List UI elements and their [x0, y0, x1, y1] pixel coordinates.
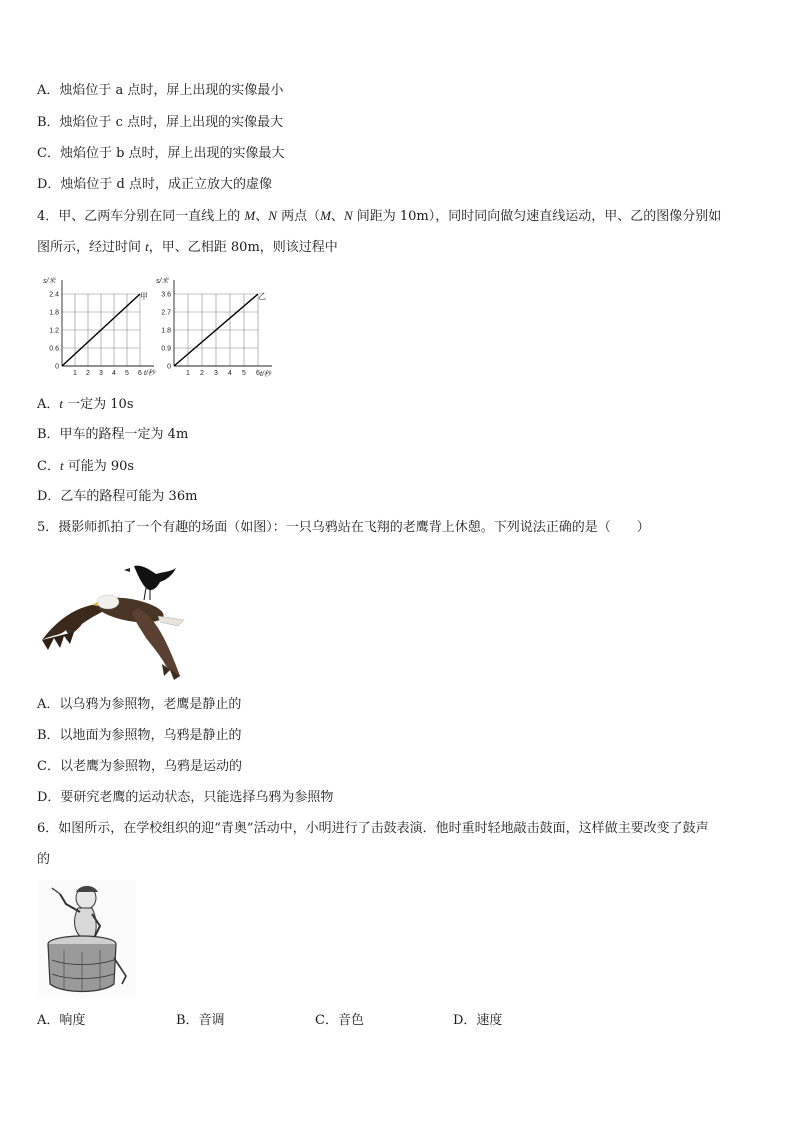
y-tick-label: 0 [55, 363, 59, 371]
q3-option-a: A．烛焰位于 a 点时，屏上出现的实像最小 [37, 83, 284, 98]
x-axis-label: t/秒 [260, 371, 271, 378]
x-tick-label: 6 [256, 370, 260, 377]
x-tick-label: 3 [214, 370, 218, 377]
graph-yi [148, 272, 278, 384]
x-tick-label: 2 [86, 370, 90, 377]
q5-option-a: A．以乌鸦为参照物，老鹰是静止的 [37, 697, 242, 712]
q5-option-d: D．要研究老鹰的运动状态，只能选择乌鸦为参照物 [37, 790, 334, 805]
q6-stem-line2: 的 [37, 852, 51, 867]
y-axis-label: s/米 [156, 278, 169, 285]
y-tick-label: 0.9 [161, 345, 171, 353]
q4-option-b: B．甲车的路程一定为 4m [37, 427, 189, 442]
q6-option-b: B．音调 [176, 1013, 225, 1028]
q4-option-c: C．t 可能为 90s [37, 458, 135, 474]
drummer-illustration [38, 880, 136, 998]
q6-option-d: D．速度 [453, 1013, 503, 1028]
q4-stem-line1: 4．甲、乙两车分别在同一直线上的 M、N 两点（M、N 间距为 10m），同时同向做匀速直线运动，甲、乙的图像分别如 [37, 208, 722, 224]
q3-option-d: D．烛焰位于 d 点时，成正立放大的虚像 [37, 177, 273, 192]
q5-option-c: C．以老鹰为参照物，乌鸦是运动的 [37, 759, 242, 774]
x-tick-label: 1 [186, 370, 190, 377]
y-tick-label: 1.2 [49, 327, 59, 335]
q5-stem: 5．摄影师抓拍了一个有趣的场面（如图）：一只乌鸦站在飞翔的老鹰背上休憩。下列说法正确的是（ ） [37, 520, 650, 535]
series-label-yi: 乙 [258, 292, 266, 301]
q6-option-a: A．响度 [37, 1013, 86, 1028]
eagle-crow-photo [38, 558, 190, 683]
y-tick-label: 0.6 [49, 345, 59, 353]
graph-jia [36, 272, 162, 384]
q4-stem-line2: 图所示，经过时间 t，甲、乙相距 80m，则该过程中 [37, 239, 338, 255]
x-tick-label: 5 [242, 370, 246, 377]
x-tick-label: 1 [73, 370, 77, 377]
y-tick-label: 0 [167, 363, 171, 371]
x-tick-label: 3 [99, 370, 103, 377]
x-tick-label: 4 [112, 370, 116, 377]
x-tick-label: 4 [228, 370, 232, 377]
y-tick-label: 2.7 [161, 309, 171, 317]
x-tick-label: 2 [200, 370, 204, 377]
x-axis-label: t/秒 [144, 370, 155, 377]
q3-option-b: B．烛焰位于 c 点时，屏上出现的实像最大 [37, 115, 284, 130]
q3-option-c: C．烛焰位于 b 点时，屏上出现的实像最大 [37, 146, 285, 161]
y-tick-label: 1.8 [161, 327, 171, 335]
y-axis-label: s/米 [43, 278, 56, 285]
q4-option-a: A．t 一定为 10s [37, 396, 134, 412]
q6-stem-line1: 6．如图所示，在学校组织的迎“青奥”活动中，小明进行了击鼓表演．他时重时轻地敲击鼓面，这样做主要改变了鼓声 [37, 821, 709, 836]
q4-option-d: D．乙车的路程可能为 36m [37, 489, 198, 504]
q5-option-b: B．以地面为参照物，乌鸦是静止的 [37, 728, 242, 743]
y-tick-label: 2.4 [49, 291, 59, 299]
series-label-jia: 甲 [140, 292, 148, 301]
x-tick-label: 5 [125, 370, 129, 377]
y-tick-label: 3.6 [161, 291, 171, 299]
q6-option-c: C．音色 [315, 1013, 364, 1028]
y-tick-label: 1.8 [49, 309, 59, 317]
x-tick-label: 6 [138, 370, 142, 377]
